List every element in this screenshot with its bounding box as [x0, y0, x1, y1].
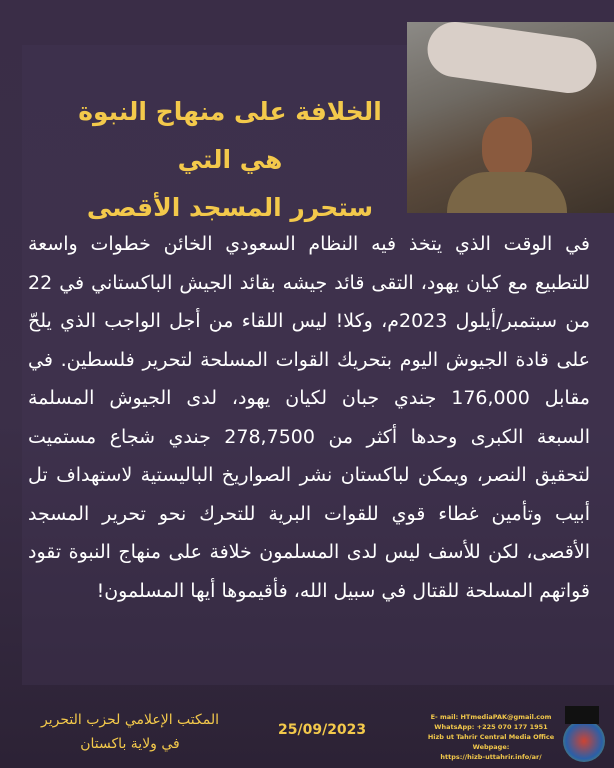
webpage-label: Hizb ut Tahrir Central Media Office Webpage:: [427, 733, 555, 751]
news-photo: [407, 22, 614, 213]
body-line: مقابل 176,000 جندي جبان لكيان يهود، لدى الجيوش المسلمة: [28, 387, 590, 409]
contact-info: [418, 712, 564, 762]
whatsapp: WhatsApp: +225 070 177 1951: [434, 723, 548, 731]
title-line-1: الخلافة على منهاج النبوة هي التي: [78, 97, 382, 174]
body-line: من سبتمبر/أيلول 2023م، وكلا! ليس اللقاء من أجل الواجب الذي يلحّ: [28, 310, 590, 332]
globe-icon: [563, 720, 605, 762]
office-line-2: في ولاية باكستان: [80, 736, 180, 752]
photo-shroud: [424, 22, 600, 97]
publish-date: 25/09/2023: [278, 722, 367, 738]
flag-icon: [565, 706, 599, 724]
webpage-link[interactable]: https://hizb-uttahrir.info/ar/: [440, 753, 542, 761]
body-line: السبعة الكبرى وحدها أكثر من 278,7500 جندي شجاع مستميت: [28, 425, 590, 448]
body-line: للتطبيع مع كيان يهود، التقى قائد جيشه بقائد الجيش الباكستاني في 22: [28, 271, 590, 294]
office-line-1: المكتب الإعلامي لحزب التحرير: [40, 712, 220, 728]
body-line: الأقصى، لكن للأسف ليس لدى المسلمون خلافة على منهاج النبوة تقود: [28, 541, 590, 563]
media-office-name: [40, 708, 220, 756]
body-line: على قادة الجيوش اليوم بتحريك القوات المسلحة لتحرير فلسطين. في: [28, 348, 590, 371]
body-line: قواتهم المسلحة للقتال في سبيل الله، فأقيموها أيها المسلمون!: [96, 579, 590, 602]
title-line-2: ستحرر المسجد الأقصى: [86, 193, 374, 222]
email: E- mail: HTmediaPAK@gmail.com: [430, 713, 552, 721]
hizb-logo-icon: [563, 706, 607, 762]
body-line: في الوقت الذي يتخذ فيه النظام السعودي الخائن خطوات واسعة: [28, 233, 590, 255]
body-line: لتحقيق النصر، ويمكن لباكستان نشر الصواريخ الباليستية لاستهداف تل: [28, 464, 590, 486]
body-line: أبيب وتأمين غطاء قوي للقوات البرية للتحرك نحو تحرير المسجد: [28, 502, 590, 525]
photo-man-body: [447, 172, 567, 213]
article-body: [28, 225, 590, 610]
photo-man-head: [482, 117, 532, 179]
page-title: [60, 88, 400, 232]
